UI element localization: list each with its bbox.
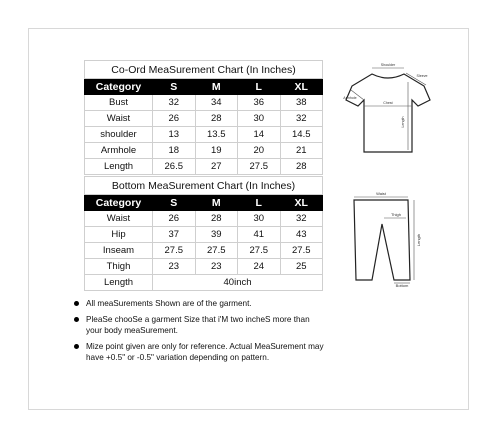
row-label: Waist [85, 211, 153, 227]
coord-measurement-table [84, 60, 323, 175]
row-label: shoulder [85, 127, 153, 143]
row-label: Waist [85, 111, 153, 127]
cell-value: 27.5 [280, 243, 323, 259]
cell-value: 24 [238, 259, 281, 275]
row-label: Bust [85, 95, 153, 111]
table-row [85, 127, 323, 143]
armhole-label: Armhole [343, 96, 357, 100]
coord-table-title: Co-Ord MeaSurement Chart (In Inches) [85, 61, 323, 79]
cell-value: 28 [280, 159, 323, 175]
table-row [85, 259, 323, 275]
cell-value: 39 [195, 227, 238, 243]
tshirt-outline [346, 74, 430, 152]
bottom-label: Bottom [395, 283, 409, 288]
length-label: Length [416, 233, 421, 247]
header-size-l: L [238, 79, 281, 95]
table-row [85, 159, 323, 175]
note-text: All meaSurements Shown are of the garment. [86, 299, 252, 308]
cell-value: 32 [280, 211, 323, 227]
header-category: Category [85, 195, 153, 211]
cell-value: 20 [238, 143, 281, 159]
cell-value: 27.5 [238, 159, 281, 175]
header-size-m: M [195, 195, 238, 211]
header-size-xl: XL [280, 79, 323, 95]
row-label: Hip [85, 227, 153, 243]
cell-value: 43 [280, 227, 323, 243]
bottom-measurement-table [84, 176, 323, 291]
table-row [85, 243, 323, 259]
cell-value: 27 [195, 159, 238, 175]
cell-value: 32 [153, 95, 196, 111]
header-size-s: S [153, 79, 196, 95]
header-size-xl: XL [280, 195, 323, 211]
cell-value: 25 [280, 259, 323, 275]
table-row [85, 143, 323, 159]
cell-value: 18 [153, 143, 196, 159]
table-row [85, 275, 323, 291]
cell-value: 26.5 [153, 159, 196, 175]
cell-value: 21 [280, 143, 323, 159]
bullet-icon [74, 317, 79, 322]
row-label: Length [85, 159, 153, 175]
table-row [85, 227, 323, 243]
sleeve-label: Sleeve [416, 74, 428, 78]
note-text: Mize point given are only for reference. Actual MeaSurement may have +0.5" or -0.5" variation depending on pattern. [86, 342, 324, 362]
pants-outline [354, 200, 410, 280]
cell-value: 27.5 [238, 243, 281, 259]
table-row [85, 211, 323, 227]
cell-value: 27.5 [195, 243, 238, 259]
cell-value: 30 [238, 111, 281, 127]
cell-value: 36 [238, 95, 281, 111]
cell-value: 34 [195, 95, 238, 111]
cell-value: 32 [280, 111, 323, 127]
row-label: Thigh [85, 259, 153, 275]
header-category: Category [85, 79, 153, 95]
row-label: Armhole [85, 143, 153, 159]
bullet-icon [74, 301, 79, 306]
cell-value: 19 [195, 143, 238, 159]
list-item [74, 341, 324, 363]
cell-value: 41 [238, 227, 281, 243]
cell-value: 23 [195, 259, 238, 275]
bullet-icon [74, 344, 79, 349]
list-item [74, 314, 324, 336]
top-garment-diagram [338, 60, 438, 160]
cell-value: 14.5 [280, 127, 323, 143]
waist-label: Waist [376, 191, 386, 196]
table-row [85, 111, 323, 127]
length-label: Length [401, 116, 405, 128]
cell-value: 37 [153, 227, 196, 243]
cell-value: 13 [153, 127, 196, 143]
cell-value: 14 [238, 127, 281, 143]
cell-value: 23 [153, 259, 196, 275]
header-size-m: M [195, 79, 238, 95]
cell-value: 28 [195, 111, 238, 127]
table-row [85, 95, 323, 111]
row-label: Inseam [85, 243, 153, 259]
notes-list [74, 298, 324, 368]
note-text: PleaSe chooSe a garment Size that i'M two incheS more than your body meaSurement. [86, 315, 310, 335]
cell-value: 38 [280, 95, 323, 111]
cell-value: 28 [195, 211, 238, 227]
cell-value: 13.5 [195, 127, 238, 143]
thigh-label: Thigh [390, 212, 402, 217]
bottom-table-title: Bottom MeaSurement Chart (In Inches) [85, 177, 323, 195]
list-item [74, 298, 324, 309]
cell-value: 26 [153, 111, 196, 127]
row-label: Length [85, 275, 153, 291]
length-value: 40inch [153, 275, 323, 291]
cell-value: 30 [238, 211, 281, 227]
cell-value: 27.5 [153, 243, 196, 259]
shoulder-label: Shoulder [380, 63, 396, 67]
header-size-l: L [238, 195, 281, 211]
chest-label: Chest [383, 101, 393, 105]
header-size-s: S [153, 195, 196, 211]
cell-value: 26 [153, 211, 196, 227]
bottom-garment-diagram [344, 188, 429, 288]
